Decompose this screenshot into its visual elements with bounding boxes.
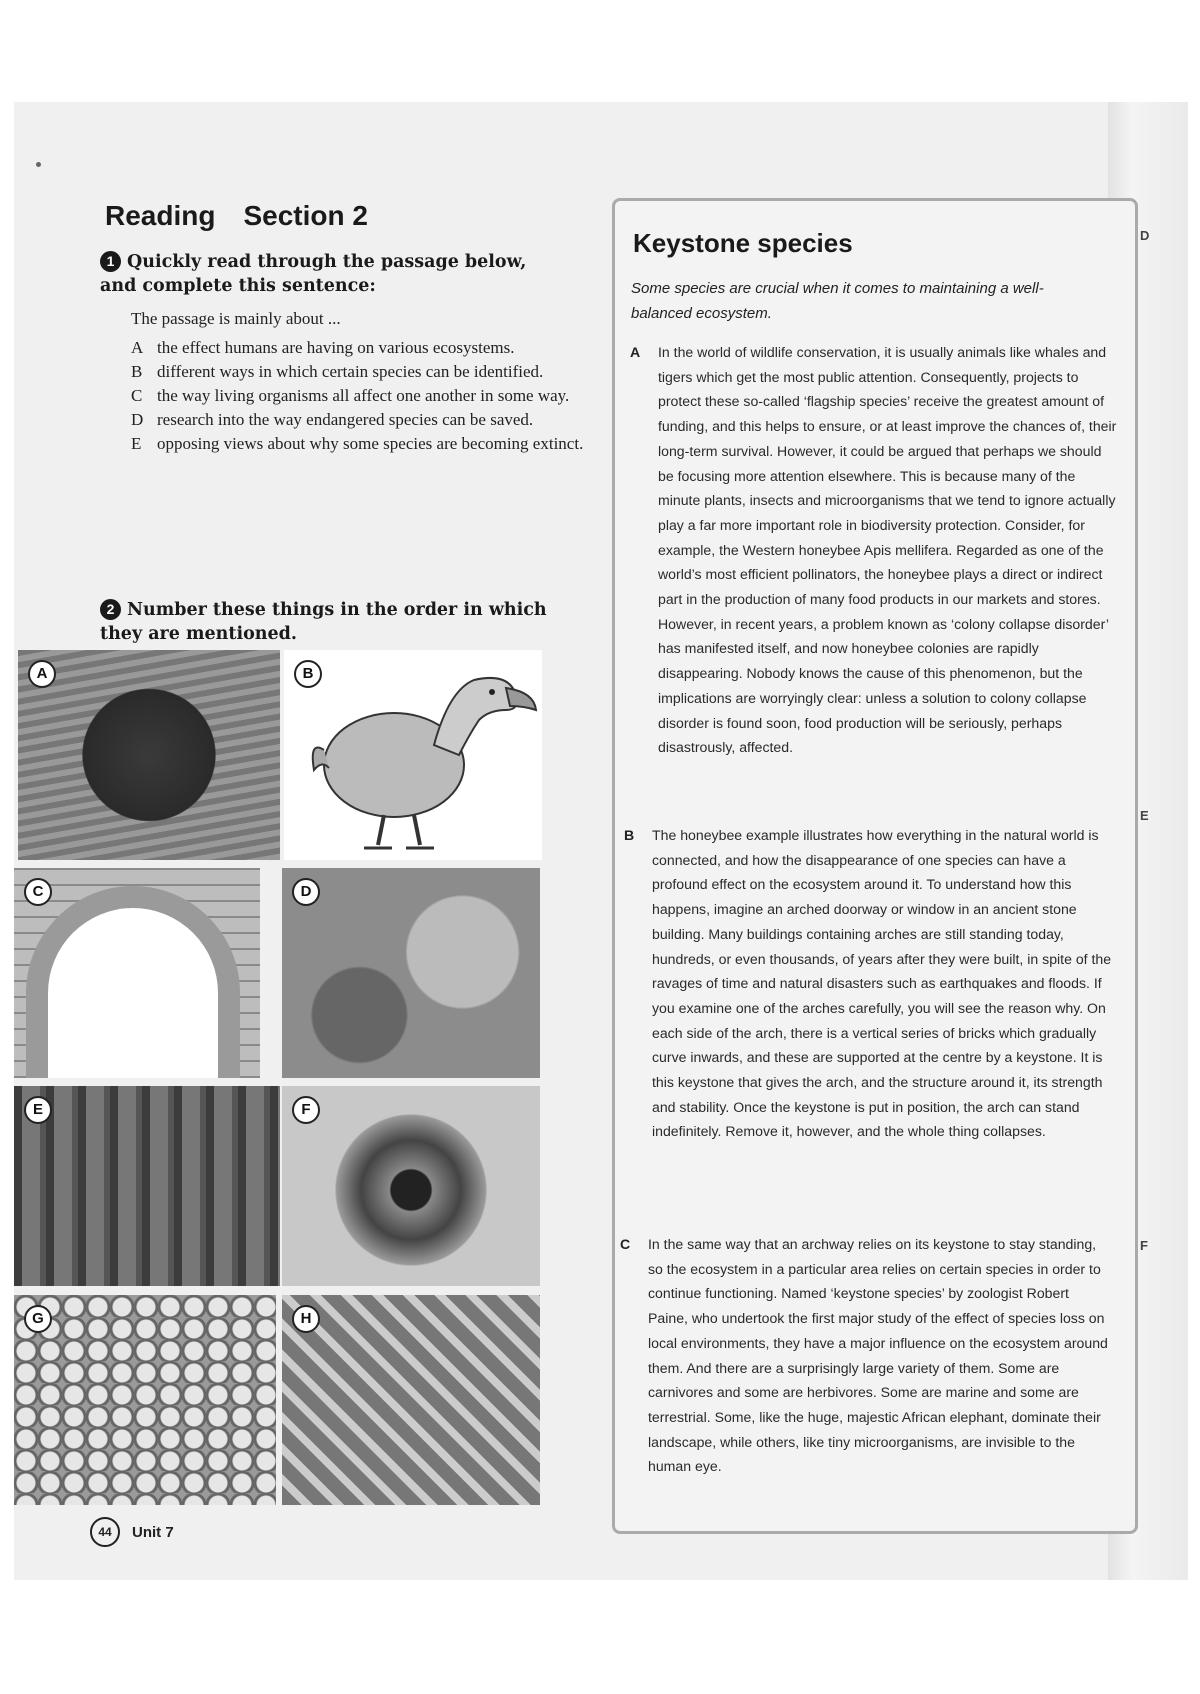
photo-label: A [28,660,56,688]
photo-label: G [24,1305,52,1333]
task-1-number: 1 [100,251,121,272]
task-2-number: 2 [100,599,121,620]
photo-label: C [24,878,52,906]
option-b [131,360,591,384]
photo-sea-urchin [282,1086,540,1286]
paragraph-text: The honeybee example illustrates how everything in the natural world is connected, and how the disappearance of one species can have a profound effect on the ecosystem around it. To understand how this happens, imagine an arched doorway or window in an ancient stone building. Many buildings containing arches are still standing today, hundreds, or even thousands, of years after they were built, in spite of the ravages of time and natural disasters such as earthquakes and floods. If you examine one of the arches carefully, you will see the reason why. On each side of the arch, there is a vertical series of bricks which gradually curve inwards, and these are supported at the centre by a keystone. It is this keystone that gives the arch, and the structure around it, its strength and stability. Once the keystone is put in position, the arch can stand indefinitely. Remove it, however, and the whole thing collapses. [652,827,1112,1140]
task-1-options [131,336,591,456]
paragraph-text: In the world of wildlife conservation, it is usually animals like whales and tigers which get the most public attention. Consequently, projects to protect these so-called ‘flagship species’ receive the greatest amount of funding, and this helps to ensure, or at least improve the chances of, their long-term survival. However, it could be argued that perhaps we should be focusing more attention elsewhere. This is because many of the minute plants, insects and microorganisms that we tend to ignore actually play a far more important role in biodiversity protection. Consider, for example, the Western honeybee Apis mellifera. Regarded as one of the world’s most efficient pollinators, the honeybee plays a direct or indirect part in the production of many food products in our markets and stores. However, in recent years, a problem known as ‘colony collapse disorder’ has manifested itself, and now honeybee colonies are rapidly disappearing. Nobody knows the cause of this phenomenon, but the implications are worryingly clear: unless a solution to colony collapse disorder is found soon, food production will be seriously, perhaps disastrously, affected. [658,344,1117,756]
photo-honeybees [14,1295,276,1505]
option-letter: C [131,386,143,405]
article-title: Keystone species [633,228,853,258]
page-number: 44 [90,1517,120,1547]
arch-shape [48,908,218,1078]
task-2 [100,598,580,646]
option-c [131,384,591,408]
task-2-instruction: Number these things in the order in which they are mentioned. [100,600,547,644]
photo-label: H [292,1305,320,1333]
option-text: the way living organisms all affect one another in some way. [157,386,570,405]
option-letter: E [131,434,142,453]
photo-label: E [24,1096,52,1124]
article-lead: Some species are crucial when it comes to maintaining a well-balanced ecosystem. [631,280,1044,322]
paragraph-letter: B [624,827,635,843]
scan-speck [36,162,41,167]
option-text: opposing views about why some species are becoming extinct. [157,434,584,453]
paragraph-letter: C [620,1236,631,1252]
option-text: the effect humans are having on various ecosystems. [157,338,515,357]
photo-label: B [294,660,322,688]
next-page-letter: E [1140,808,1149,823]
section-heading-right: Section 2 [243,200,368,231]
section-heading [105,200,368,232]
task-1-stem: The passage is mainly about ... [131,309,341,328]
option-d [131,408,591,432]
photo-label: D [292,878,320,906]
photo-sea-otter [18,650,280,860]
section-heading-left: Reading [105,200,216,231]
paragraph-b [624,823,1112,1144]
paragraph-letter: A [630,344,641,360]
option-letter: A [131,338,144,357]
photo-brick-arch [14,868,260,1078]
next-page-letter: F [1140,1238,1148,1253]
paragraph-a [630,340,1118,760]
option-letter: B [131,362,143,381]
unit-label: Unit 7 [132,1523,174,1541]
photo-banyan-trees [14,1086,280,1286]
paragraph-c [620,1232,1108,1479]
option-e [131,432,591,456]
paragraph-text: In the same way that an archway relies on its keystone to stay standing, so the ecosystem in a particular area relies on certain species in order to continue functioning. Named ‘keystone species’ by zoologist Robert Paine, who undertook the first major study of the effect of species loss on local environments, they have a major influence on the ecosystem around them. And there are a surprisingly large variety of them. Some are carnivores and some are herbivores. Some are marine and some are terrestrial. Some, like the huge, majestic African elephant, dominate their landscape, while others, like tiny microorganisms, are invisible to the human eye. [648,1236,1108,1475]
page-footer [90,1517,174,1547]
photo-label: F [292,1096,320,1124]
task-1 [100,250,565,298]
task-1-instruction: Quickly read through the passage below, and complete this sentence: [100,252,527,296]
photo-kelp-forest [282,868,540,1078]
photo-dodo [284,650,542,860]
dodo-illustration [284,650,542,860]
next-page-letter: D [1140,228,1150,243]
photo-starfish [282,1295,540,1505]
option-a [131,336,591,360]
option-letter: D [131,410,144,429]
option-text: different ways in which certain species can be identified. [157,362,544,381]
option-text: research into the way endangered species can be saved. [157,410,534,429]
